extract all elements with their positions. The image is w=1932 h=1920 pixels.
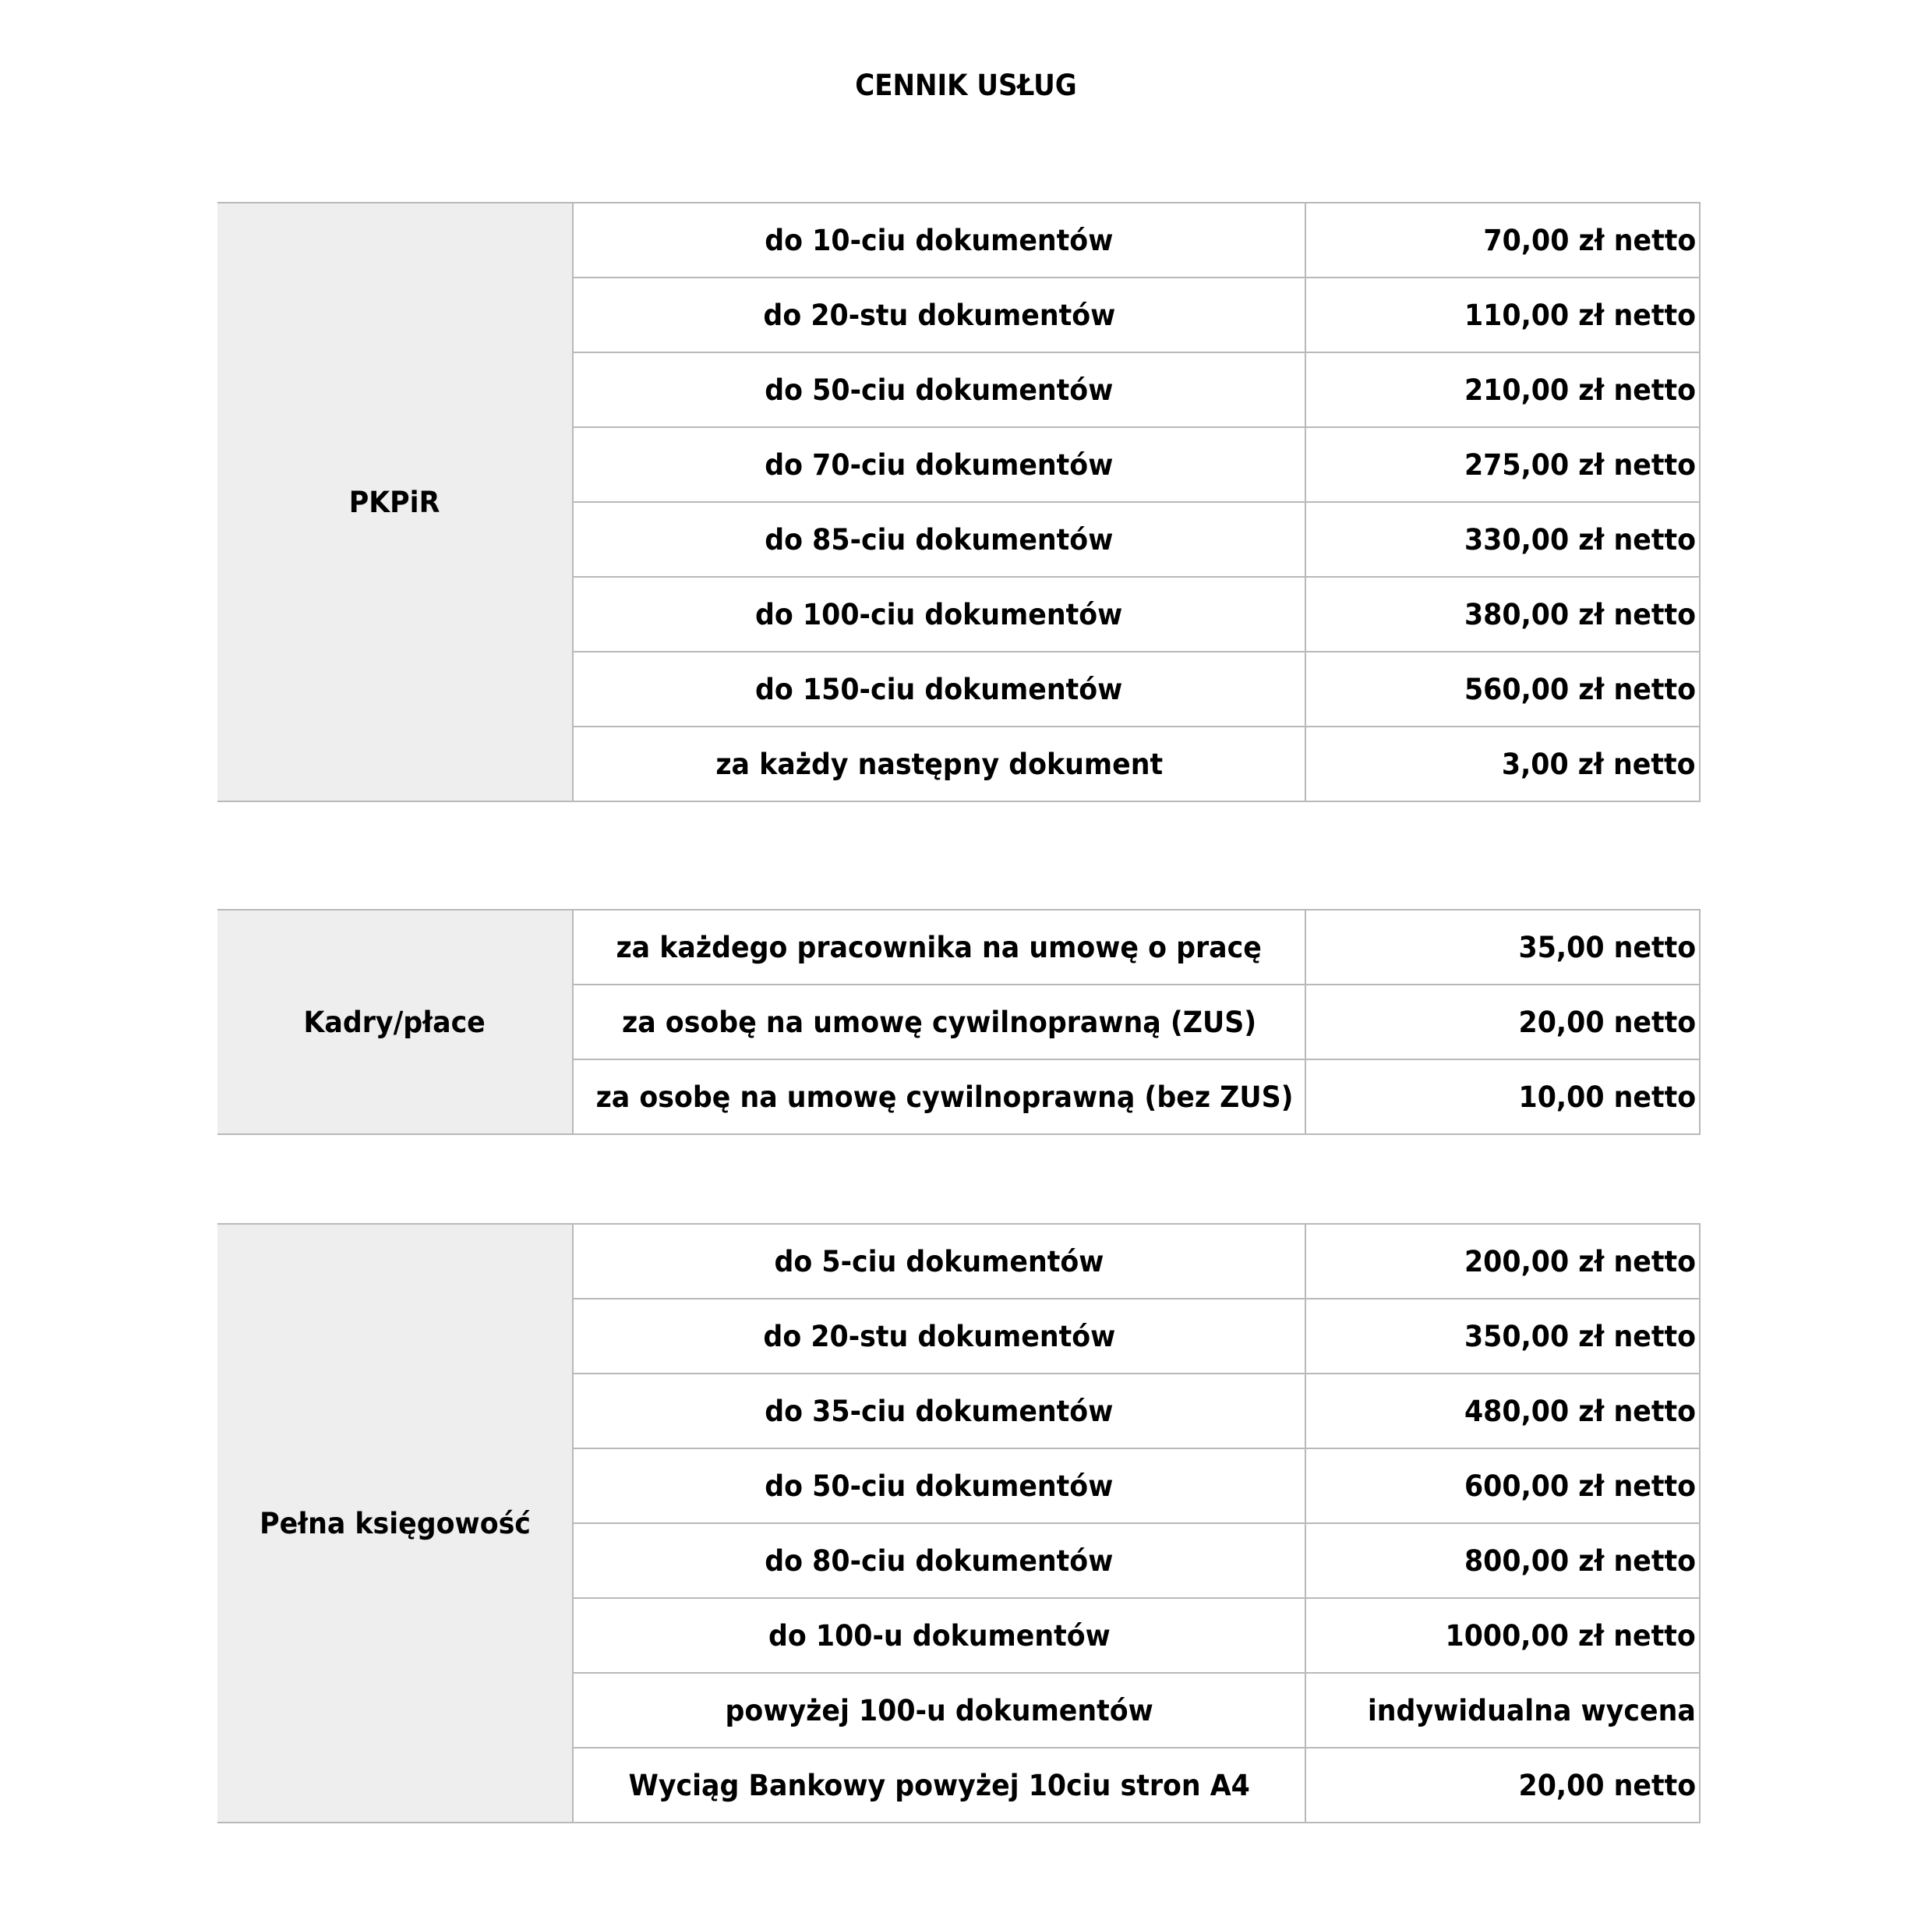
service-description: do 50-ciu dokumentów: [765, 373, 1114, 407]
price-cell: [1305, 910, 1700, 985]
description-cell: [573, 1523, 1305, 1598]
description-cell: [573, 1673, 1305, 1748]
category-label: PKPiR: [349, 485, 440, 519]
service-description: za każdy następny dokument: [715, 747, 1163, 781]
price-cell: [1305, 1299, 1700, 1374]
service-description: powyżej 100-u dokumentów: [725, 1693, 1153, 1727]
price-table-kadry-place: [217, 909, 1701, 1135]
service-price: 350,00 zł netto: [1464, 1319, 1696, 1353]
price-cell: [1305, 278, 1700, 352]
price-table-pkpir: [217, 202, 1701, 802]
description-cell: [573, 1059, 1305, 1134]
description-cell: [573, 352, 1305, 427]
description-cell: [573, 985, 1305, 1059]
service-price: 600,00 zł netto: [1464, 1469, 1696, 1503]
service-description: do 150-ciu dokumentów: [755, 672, 1123, 706]
description-cell: [573, 1374, 1305, 1448]
description-cell: [573, 1598, 1305, 1673]
price-cell: [1305, 985, 1700, 1059]
service-description: do 100-ciu dokumentów: [755, 597, 1123, 631]
price-cell: [1305, 652, 1700, 727]
price-cell: [1305, 1673, 1700, 1748]
service-description: do 50-ciu dokumentów: [765, 1469, 1114, 1503]
category-cell: [217, 203, 573, 801]
service-description: do 85-ciu dokumentów: [765, 522, 1114, 557]
category-cell: [217, 1224, 573, 1823]
service-description: do 10-ciu dokumentów: [765, 223, 1114, 257]
price-cell: [1305, 1224, 1700, 1299]
description-cell: [573, 1299, 1305, 1374]
price-cell: [1305, 577, 1700, 652]
description-cell: [573, 727, 1305, 801]
service-price: indywidualna wycena: [1368, 1693, 1696, 1727]
service-description: Wyciąg Bankowy powyżej 10ciu stron A4: [628, 1768, 1250, 1802]
price-cell: [1305, 352, 1700, 427]
price-cell: [1305, 1448, 1700, 1523]
service-description: do 5-ciu dokumentów: [774, 1244, 1104, 1278]
description-cell: [573, 278, 1305, 352]
table-row: [217, 910, 1700, 985]
price-cell: [1305, 502, 1700, 577]
category-label: Pełna księgowość: [259, 1506, 531, 1540]
description-cell: [573, 427, 1305, 502]
service-price: 70,00 zł netto: [1483, 223, 1696, 257]
price-cell: [1305, 203, 1700, 278]
description-cell: [573, 203, 1305, 278]
service-price: 35,00 netto: [1518, 930, 1696, 964]
table-row: [217, 203, 1700, 278]
service-description: do 20-stu dokumentów: [763, 298, 1115, 332]
service-description: za każdego pracownika na umowę o pracę: [616, 930, 1263, 964]
service-price: 200,00 zł netto: [1464, 1244, 1696, 1278]
service-price: 20,00 netto: [1518, 1768, 1696, 1802]
description-cell: [573, 652, 1305, 727]
service-description: do 70-ciu dokumentów: [765, 447, 1114, 482]
price-cell: [1305, 1059, 1700, 1134]
service-description: za osobę na umowę cywilnoprawną (bez ZUS): [595, 1080, 1294, 1114]
description-cell: [573, 1224, 1305, 1299]
price-cell: [1305, 1374, 1700, 1448]
price-table-pelna-ksiegowosc: [217, 1223, 1701, 1823]
description-cell: [573, 502, 1305, 577]
service-price: 10,00 netto: [1518, 1080, 1696, 1114]
service-price: 380,00 zł netto: [1464, 597, 1696, 631]
price-cell: [1305, 1523, 1700, 1598]
service-price: 800,00 zł netto: [1464, 1543, 1696, 1578]
page-title: CENNIK USŁUG: [855, 69, 1077, 102]
table-row: [217, 1224, 1700, 1299]
service-price: 1000,00 zł netto: [1445, 1618, 1696, 1653]
description-cell: [573, 1748, 1305, 1823]
category-label: Kadry/płace: [303, 1005, 486, 1039]
service-price: 3,00 zł netto: [1502, 747, 1696, 781]
service-description: do 35-ciu dokumentów: [765, 1394, 1114, 1428]
service-description: do 100-u dokumentów: [768, 1618, 1111, 1653]
service-price: 330,00 zł netto: [1464, 522, 1696, 557]
service-price: 110,00 zł netto: [1464, 298, 1696, 332]
service-price: 560,00 zł netto: [1464, 672, 1696, 706]
price-cell: [1305, 427, 1700, 502]
price-cell: [1305, 727, 1700, 801]
service-description: za osobę na umowę cywilnoprawną (ZUS): [621, 1005, 1257, 1039]
service-price: 275,00 zł netto: [1464, 447, 1696, 482]
service-price: 480,00 zł netto: [1464, 1394, 1696, 1428]
service-description: do 80-ciu dokumentów: [765, 1543, 1114, 1578]
service-price: 210,00 zł netto: [1464, 373, 1696, 407]
service-description: do 20-stu dokumentów: [763, 1319, 1115, 1353]
price-cell: [1305, 1598, 1700, 1673]
description-cell: [573, 577, 1305, 652]
description-cell: [573, 910, 1305, 985]
description-cell: [573, 1448, 1305, 1523]
service-price: 20,00 netto: [1518, 1005, 1696, 1039]
price-cell: [1305, 1748, 1700, 1823]
category-cell: [217, 910, 573, 1134]
